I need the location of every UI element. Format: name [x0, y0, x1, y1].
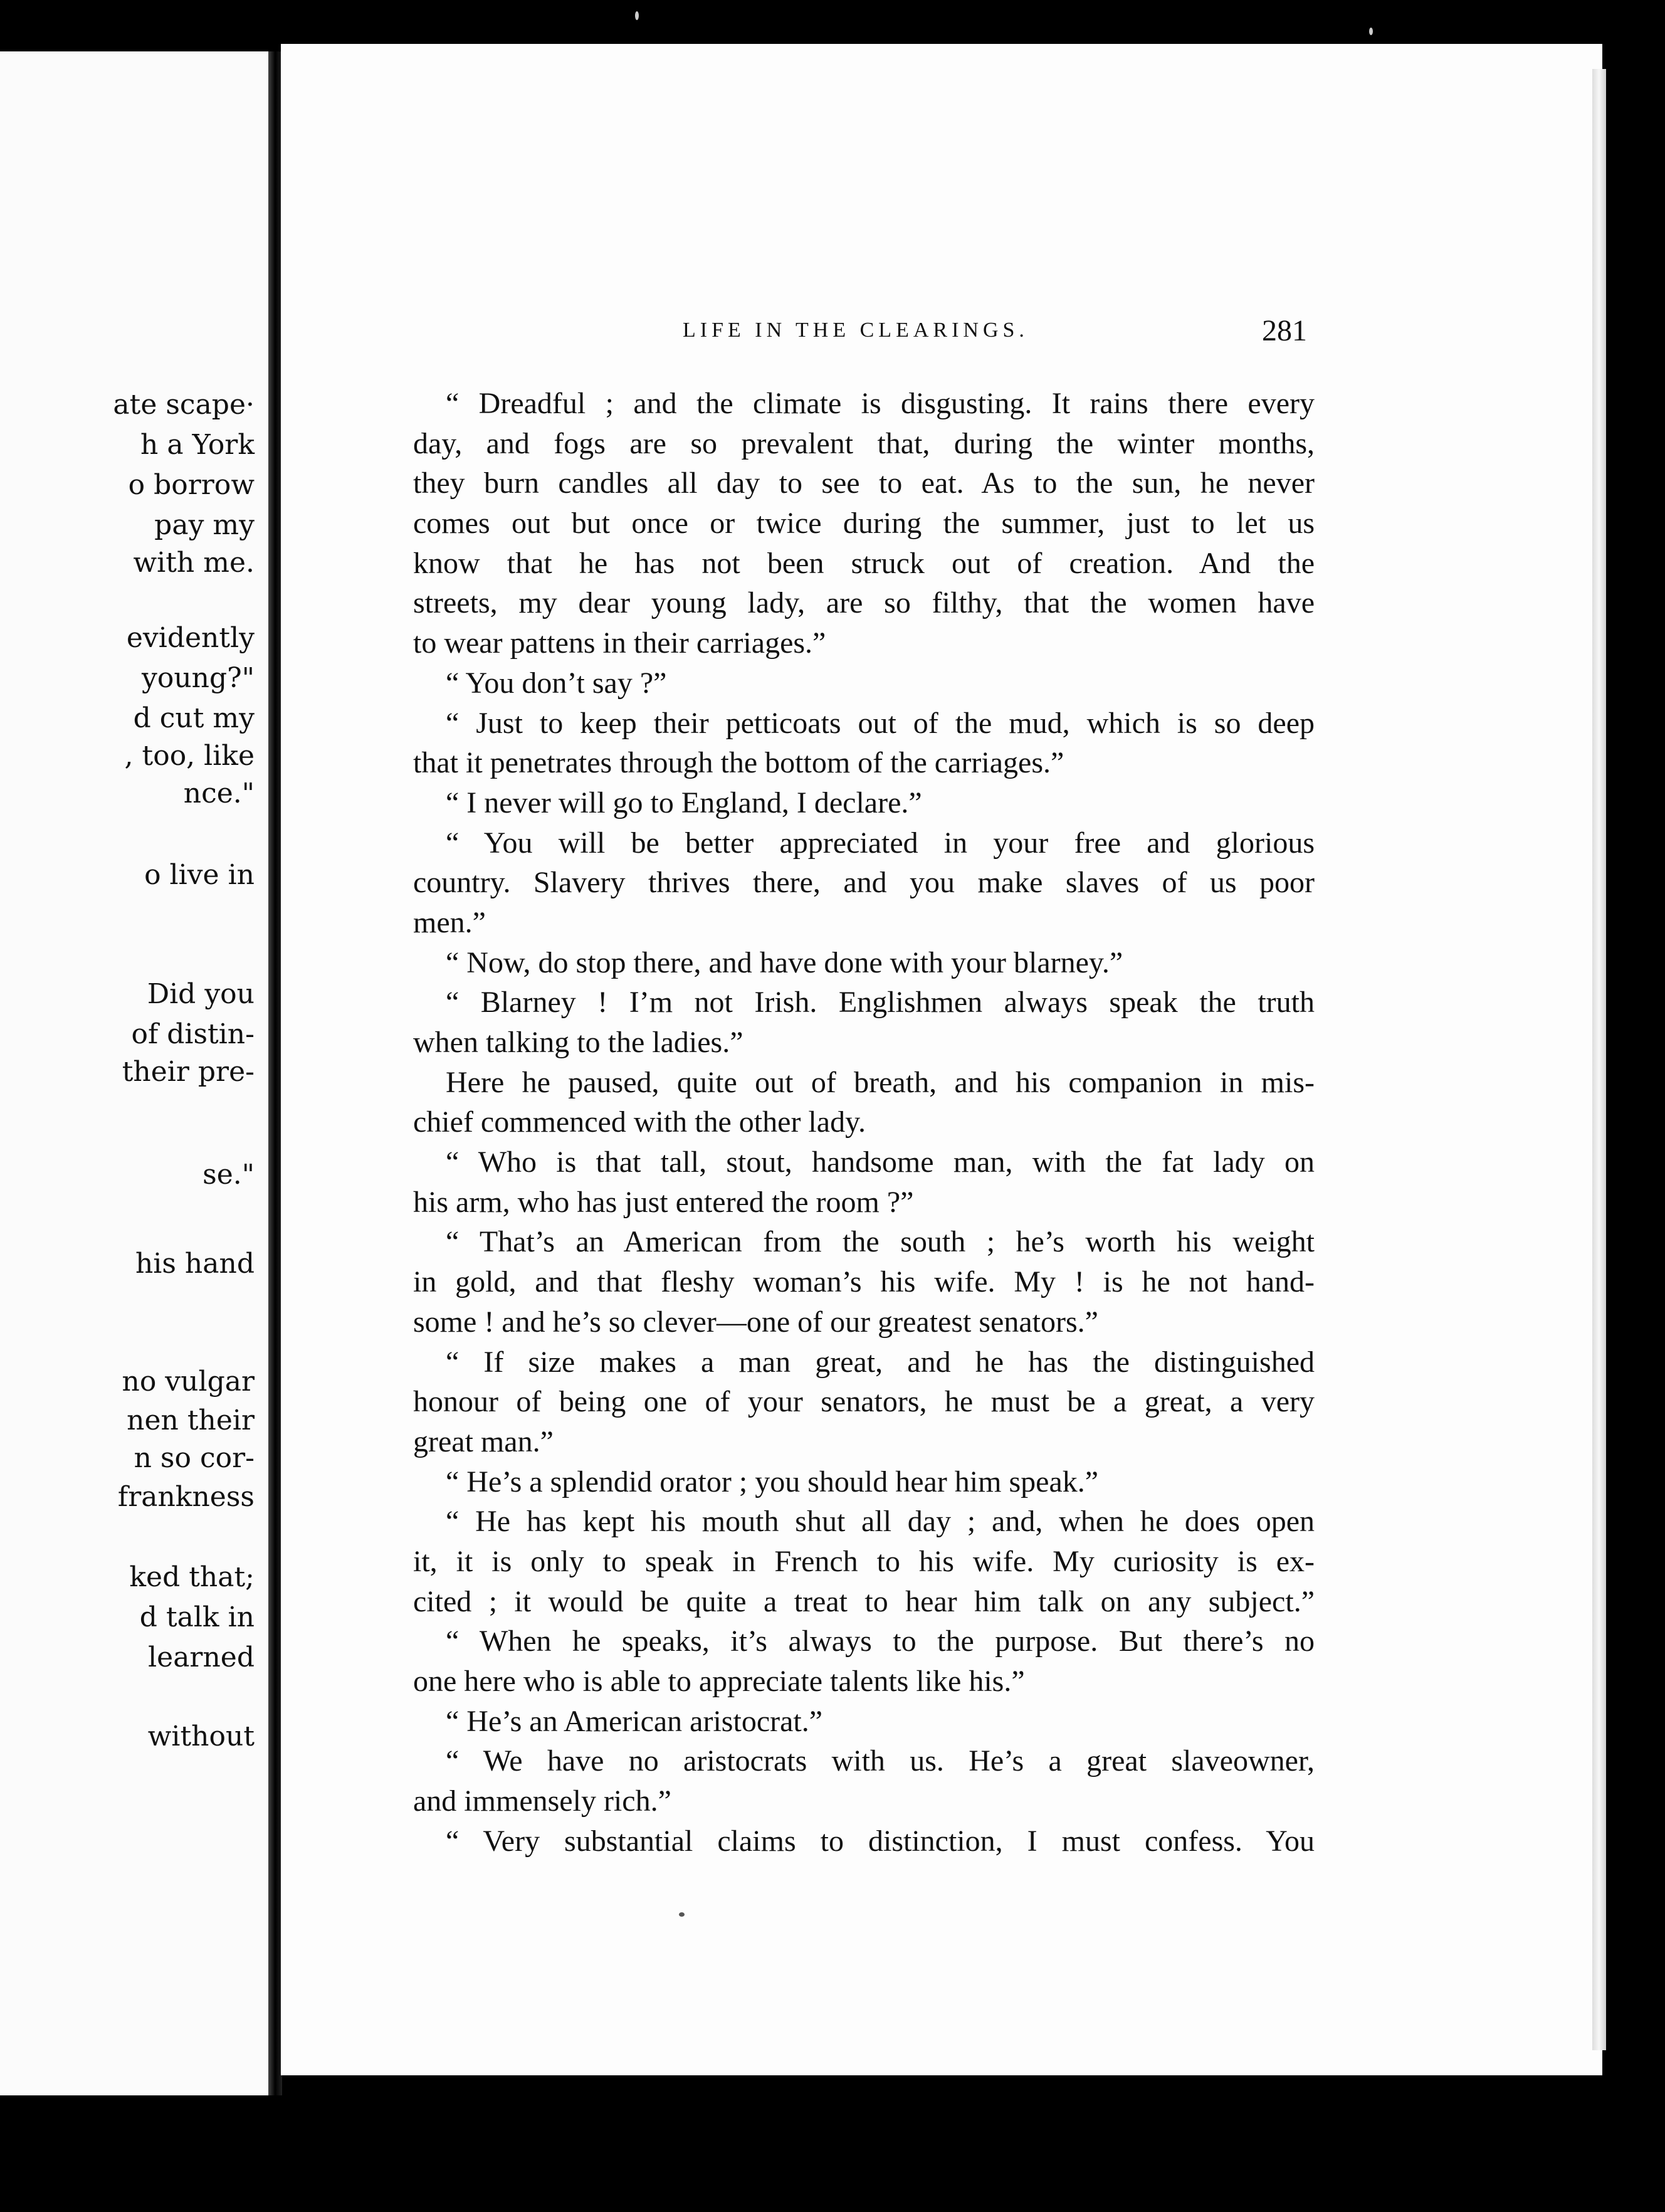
left-page-line: with me.	[133, 547, 255, 579]
left-page-line: evidently	[126, 622, 255, 654]
left-page-line: n so cor-	[134, 1442, 255, 1474]
text-line: in gold, and that fleshy woman’s his wife. My ! is he not hand-	[413, 1265, 1315, 1299]
book-gutter	[268, 51, 282, 2095]
text-line: great man.”	[413, 1425, 554, 1458]
left-page-line: his hand	[135, 1248, 255, 1280]
left-page-line: without	[147, 1720, 255, 1752]
text-line: “ When he speaks, it’s always to the purpose. But there’s no	[446, 1625, 1315, 1658]
text-line: “ You don’t say ?”	[446, 666, 667, 700]
running-header: LIFE IN THE CLEARINGS.	[683, 319, 1029, 342]
text-line: “ You will be better appreciated in your free and glorious	[446, 826, 1315, 860]
scan-background	[1606, 0, 1665, 2212]
left-page-line: se."	[202, 1159, 255, 1191]
text-line: “ If size makes a man great, and he has the distinguished	[446, 1345, 1315, 1379]
left-page-line: d talk in	[139, 1601, 255, 1633]
text-line: that it penetrates through the bottom of the carriages.”	[413, 746, 1064, 780]
left-page-line: learned	[148, 1641, 255, 1673]
text-line: “ That’s an American from the south ; he’s worth his weight	[446, 1225, 1315, 1259]
text-line: “ Dreadful ; and the climate is disgusting. It rains there every	[446, 387, 1315, 420]
scan-speck	[1369, 28, 1373, 35]
left-page-line: o borrow	[128, 469, 255, 501]
text-line: some ! and he’s so clever—one of our greatest senators.”	[413, 1305, 1098, 1339]
left-page-line: of distin-	[131, 1018, 255, 1050]
left-page-line: h a York	[140, 429, 255, 461]
text-line: “ Just to keep their petticoats out of the mud, which is so deep	[446, 706, 1315, 740]
text-line: one here who is able to appreciate talents like his.”	[413, 1665, 1025, 1698]
text-line: Here he paused, quite out of breath, and his companion in mis-	[446, 1065, 1315, 1099]
text-line: men.”	[413, 905, 486, 939]
left-page-line: ked that;	[129, 1561, 255, 1593]
page-number: 281	[1262, 314, 1307, 347]
text-line: cited ; it would be quite a treat to hear him talk on any subject.”	[413, 1584, 1315, 1618]
text-line: to wear pattens in their carriages.”	[413, 626, 826, 660]
left-page-line: o live in	[144, 859, 255, 891]
text-line: his arm, who has just entered the room ?”	[413, 1185, 914, 1219]
left-page-line: , too, like	[124, 740, 255, 772]
text-line: “ I never will go to England, I declare.”	[446, 786, 922, 819]
text-line: when talking to the ladies.”	[413, 1026, 743, 1059]
text-line: they burn candles all day to see to eat. As to the sun, he never	[413, 466, 1315, 500]
left-page-line: Did you	[147, 978, 255, 1010]
text-line: “ Who is that tall, stout, handsome man, with the fat lady on	[446, 1146, 1315, 1179]
left-page-line: no vulgar	[122, 1366, 255, 1398]
text-line: it, it is only to speak in French to his wife. My curiosity is ex-	[413, 1544, 1315, 1578]
text-line: country. Slavery thrives there, and you make slaves of us poor	[413, 866, 1315, 900]
text-line: chief commenced with the other lady.	[413, 1105, 866, 1139]
text-line: “ Very substantial claims to distinction, I must confess. You	[446, 1824, 1315, 1858]
text-line: “ He’s a splendid orator ; you should hear him speak.”	[446, 1465, 1099, 1498]
scan-speck	[635, 11, 639, 20]
text-line: and immensely rich.”	[413, 1784, 671, 1818]
left-page-line: their pre-	[122, 1056, 255, 1088]
left-page-line: nce."	[183, 777, 255, 809]
text-line: “ We have no aristocrats with us. He’s a great slaveowner,	[446, 1744, 1315, 1778]
left-page-line: d cut my	[133, 702, 255, 734]
scan-speck	[679, 1912, 685, 1917]
page-edge	[1592, 69, 1606, 2050]
text-line: honour of being one of your senators, he must be a great, a very	[413, 1385, 1315, 1419]
text-line: “ Now, do stop there, and have done with your blarney.”	[446, 945, 1123, 979]
left-page-line: pay my	[154, 509, 255, 541]
text-line: comes out but once or twice during the summer, just to let us	[413, 507, 1315, 540]
text-line: streets, my dear young lady, are so filthy, that the women have	[413, 586, 1315, 620]
left-page-line: young?"	[141, 662, 255, 694]
left-page-line: nen their	[127, 1404, 255, 1436]
text-line: day, and fogs are so prevalent that, during the winter months,	[413, 426, 1315, 460]
left-page-line: frankness	[117, 1481, 255, 1513]
text-line: “ He has kept his mouth shut all day ; and, when he does open	[446, 1505, 1315, 1539]
text-line: “ Blarney ! I’m not Irish. Englishmen always speak the truth	[446, 986, 1315, 1019]
text-line: “ He’s an American aristocrat.”	[446, 1704, 823, 1738]
page-body-text	[413, 384, 1315, 1861]
text-line: know that he has not been struck out of creation. And the	[413, 546, 1315, 580]
left-page-line: ate scape·	[113, 389, 255, 421]
left-page	[0, 51, 270, 2095]
